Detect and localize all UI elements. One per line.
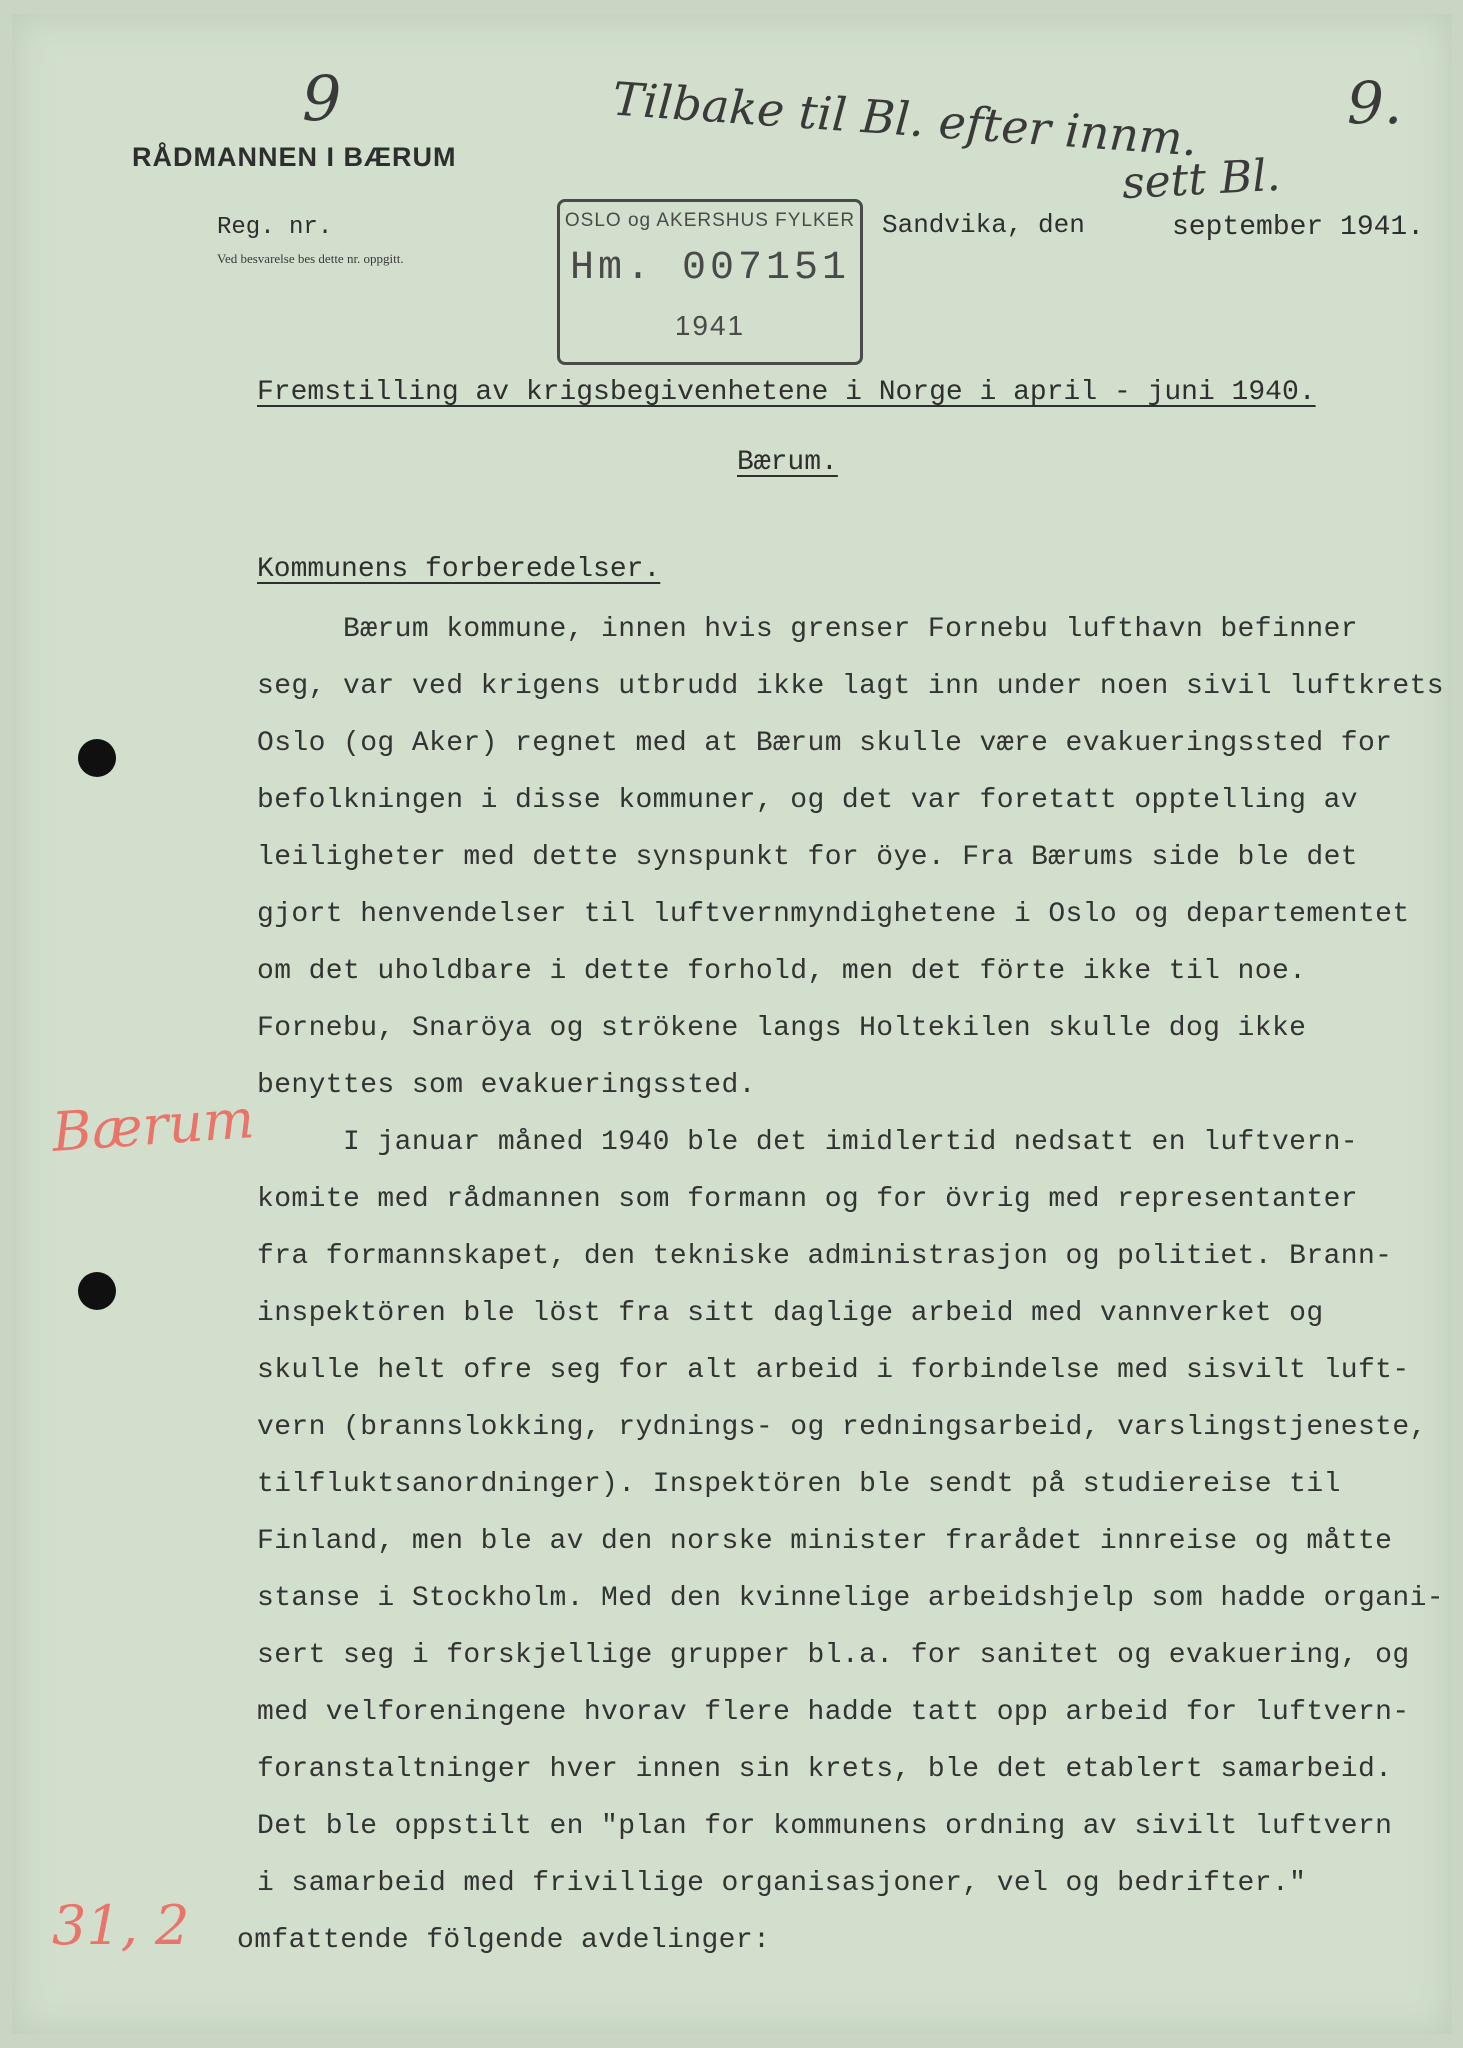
page-number-right: 9. <box>1347 69 1403 137</box>
body-line: gjort henvendelser til luftvernmyndighetene i Oslo og departementet <box>257 899 1410 930</box>
body-line: med velforeningene hvorav flere hadde tatt opp arbeid for luftvern- <box>257 1697 1410 1728</box>
stamp-line1: OSLO og AKERSHUS FYLKER <box>564 210 856 231</box>
document-subtitle: Bærum. <box>737 447 838 478</box>
punch-hole-bottom <box>78 1272 116 1310</box>
margin-note-red: Bærum <box>50 1087 257 1164</box>
letter-date: september 1941. <box>1172 212 1425 243</box>
body-line: Oslo (og Aker) regnet med at Bærum skulle være evakueringssted for <box>257 728 1393 759</box>
body-line: Fornebu, Snaröya og strökene langs Holtekilen skulle dog ikke <box>257 1013 1307 1044</box>
stamp-line3: 1941 <box>674 310 746 341</box>
punch-hole-top <box>78 739 116 777</box>
margin-number-red: 31, 2 <box>52 1894 190 1957</box>
body-line: seg, var ved krigens utbrudd ikke lagt inn under noen sivil luftkrets <box>257 671 1444 702</box>
stamp-line2: Hm. 007151 <box>569 246 851 291</box>
body-line: komite med rådmannen som formann og for övrig med representanter <box>257 1184 1358 1215</box>
reg-instruction: Ved besvarelse bes dette nr. oppgitt. <box>217 251 404 266</box>
body-line: fra formannskapet, den tekniske administrasjon og politiet. Brann- <box>257 1241 1393 1272</box>
document-page <box>12 14 1452 2034</box>
reg-label: Reg. nr. <box>217 214 333 241</box>
body-line: Bærum kommune, innen hvis grenser Fornebu lufthavn befinner <box>257 614 1358 645</box>
body-line: tilfluktsanordninger). Inspektören ble sendt på studiereise til <box>257 1469 1341 1500</box>
registration-stamp <box>557 199 863 365</box>
handwritten-note-line1: Tilbake til Bl. efter innm. <box>610 71 1199 167</box>
body-line: benyttes som evakueringssted. <box>257 1070 756 1101</box>
body-line: om det uholdbare i dette forhold, men det förte ikke til noe. <box>257 956 1307 987</box>
body-line: befolkningen i disse kommuner, og det var foretatt opptelling av <box>257 785 1358 816</box>
document-title: Fremstilling av krigsbegivenhetene i Norge i april - juni 1940. <box>257 377 1316 408</box>
body-line: foranstaltninger hver innen sin krets, ble det etablert samarbeid. <box>257 1754 1393 1785</box>
page-number-left: 9 <box>302 62 342 135</box>
body-line: i samarbeid med frivillige organisasjoner, vel og bedrifter." <box>257 1868 1307 1899</box>
body-line: sert seg i forskjellige grupper bl.a. for sanitet og evakuering, og <box>257 1640 1410 1671</box>
body-line: stanse i Stockholm. Med den kvinnelige arbeidshjelp som hadde organi- <box>257 1583 1444 1614</box>
body-line: Finland, men ble av den norske minister frarådet innreise og måtte <box>257 1526 1393 1557</box>
body-line: skulle helt ofre seg for alt arbeid i forbindelse med sisvilt luft- <box>257 1355 1410 1386</box>
section-heading: Kommunens forberedelser. <box>257 554 661 585</box>
body-line: omfattende fölgende avdelinger: <box>237 1925 771 1956</box>
place-date-prefix: Sandvika, den <box>882 210 1085 240</box>
body-line: leiligheter med dette synspunkt for öye. Fra Bærums side ble det <box>257 842 1358 873</box>
body-line: Det ble oppstilt en "plan for kommunens ordning av sivilt luftvern <box>257 1811 1393 1842</box>
body-line: vern (brannslokking, rydnings- og redningsarbeid, varslingstjeneste, <box>257 1412 1427 1443</box>
body-line: inspektören ble löst fra sitt daglige arbeid med vannverket og <box>257 1298 1324 1329</box>
handwritten-note-line2: sett Bl. <box>1120 149 1282 210</box>
letterhead-org: RÅDMANNEN I BÆRUM <box>132 142 457 172</box>
body-line: I januar måned 1940 ble det imidlertid nedsatt en luftvern- <box>257 1127 1358 1158</box>
